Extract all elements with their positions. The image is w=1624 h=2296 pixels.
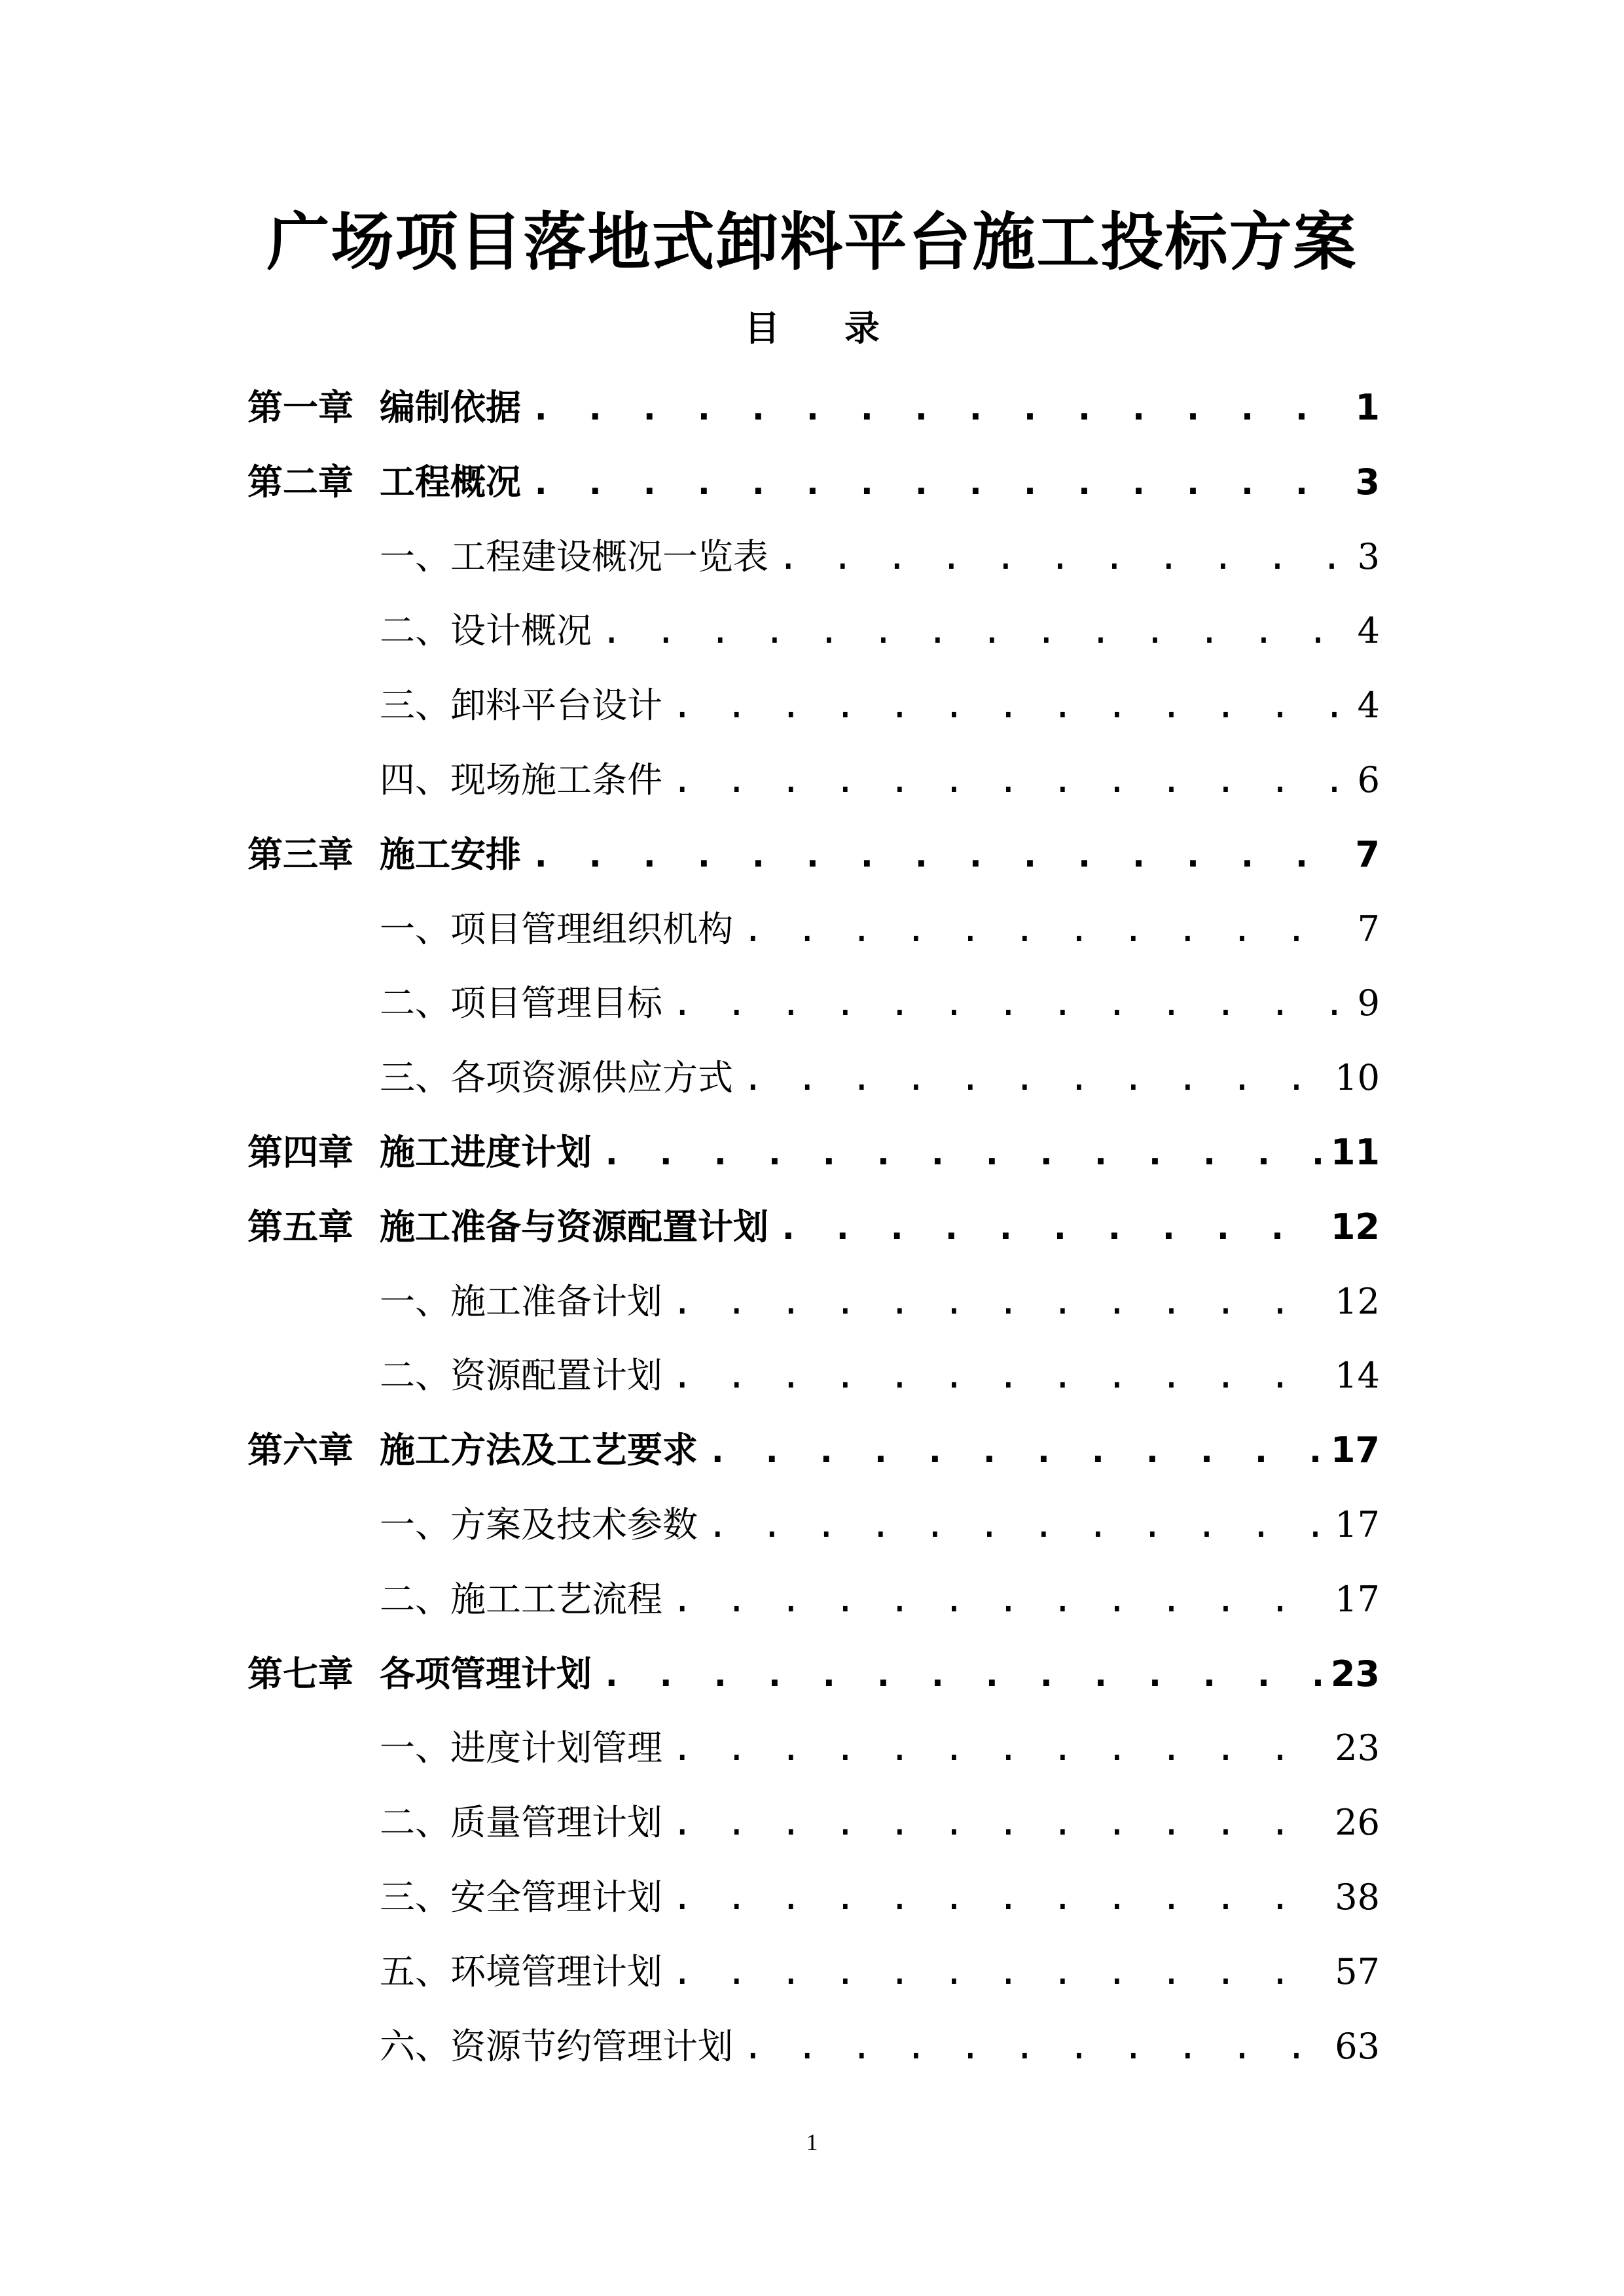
toc-entry-title: 二、项目管理目标 [380,982,662,1024]
toc-dot-leader [672,743,1348,817]
toc-page-number: 3 [1357,535,1380,577]
toc-section-entry[interactable] [247,594,1380,668]
toc-page-number: 9 [1357,982,1380,1024]
toc-chapter-entry[interactable] [247,1637,1380,1712]
toc-page-number: 12 [1335,1280,1380,1322]
toc-entry-title: 三、安全管理计划 [380,1876,662,1918]
toc-dot-leader [601,1115,1322,1190]
toc-page-number: 38 [1335,1876,1380,1918]
toc-entry-title: 一、工程建设概况一览表 [380,535,768,577]
toc-page-number: 26 [1335,1802,1380,1844]
toc-section-entry[interactable] [247,1562,1380,1637]
toc-dot-leader [672,668,1348,743]
toc-entry-title: 工程概况 [380,461,521,503]
toc-dot-leader [672,1711,1326,1785]
toc-section-entry[interactable] [247,1265,1380,1339]
toc-entry-title: 四、现场施工条件 [380,759,662,800]
toc-entry-title: 各项管理计划 [380,1653,592,1695]
toc-page-number: 4 [1357,685,1380,726]
toc-entry-title: 二、设计概况 [380,610,592,652]
toc-page-number: 12 [1330,1206,1380,1247]
toc-page-number: 4 [1357,610,1380,652]
toc-dot-leader [530,370,1346,445]
toc-page-number: 23 [1335,1727,1380,1769]
toc-entry-title: 五、环境管理计划 [380,1950,662,1992]
toc-page-number: 7 [1355,833,1380,875]
toc-page-number: 7 [1357,908,1380,950]
toc-dot-leader [672,1562,1326,1637]
toc-dot-leader [778,1190,1322,1265]
toc-chapter-number: 第一章 [247,387,353,428]
toc-entry-title: 一、进度计划管理 [380,1727,662,1769]
toc-section-entry[interactable] [247,1935,1380,2009]
toc-chapter-number: 第三章 [247,833,353,875]
toc-heading: 目 录 [744,308,906,349]
toc-section-entry[interactable] [247,892,1380,967]
toc-page-number: 23 [1330,1653,1380,1695]
toc-entry-title: 施工准备与资源配置计划 [380,1206,768,1247]
toc-dot-leader [601,594,1348,668]
toc-entry-title: 三、各项资源供应方式 [380,1057,733,1099]
toc-chapter-entry[interactable] [247,1190,1380,1265]
toc-page-number: 10 [1335,1057,1380,1099]
toc-dot-leader [672,1338,1326,1413]
toc-dot-leader [530,817,1346,892]
toc-entry-title: 施工方法及工艺要求 [380,1429,698,1471]
toc-section-entry[interactable] [247,1711,1380,1785]
table-of-contents [247,370,1380,2083]
toc-section-entry[interactable] [247,1338,1380,1413]
toc-entry-title: 六、资源节约管理计划 [380,2025,733,2067]
toc-page-number: 6 [1357,759,1380,800]
toc-chapter-number: 第四章 [247,1131,353,1173]
toc-page-number: 17 [1335,1578,1380,1620]
toc-dot-leader [672,1785,1326,1860]
toc-section-entry[interactable] [247,2009,1380,2084]
toc-page-number: 1 [1355,387,1380,428]
toc-chapter-number: 第五章 [247,1206,353,1247]
toc-chapter-entry[interactable] [247,445,1380,520]
toc-entry-title: 二、质量管理计划 [380,1802,662,1844]
toc-page-number: 14 [1335,1355,1380,1397]
toc-entry-title: 施工进度计划 [380,1131,592,1173]
toc-entry-title: 编制依据 [380,387,521,428]
toc-page-number: 57 [1335,1950,1380,1992]
toc-page-number: 17 [1335,1503,1380,1545]
toc-page-number: 11 [1330,1131,1380,1173]
toc-entry-title: 施工安排 [380,833,521,875]
toc-chapter-number: 第二章 [247,461,353,503]
toc-dot-leader [672,966,1348,1041]
toc-chapter-entry[interactable] [247,1413,1380,1488]
toc-section-entry[interactable] [247,966,1380,1041]
toc-chapter-entry[interactable] [247,817,1380,892]
toc-dot-leader [707,1413,1322,1488]
toc-section-entry[interactable] [247,1041,1380,1115]
toc-page-number: 17 [1330,1429,1380,1471]
toc-dot-leader [742,1041,1326,1115]
toc-section-entry[interactable] [247,520,1380,594]
toc-entry-title: 三、卸料平台设计 [380,685,662,726]
toc-dot-leader [778,520,1348,594]
toc-entry-title: 一、施工准备计划 [380,1280,662,1322]
toc-dot-leader [707,1488,1326,1562]
toc-chapter-number: 第六章 [247,1429,353,1471]
toc-chapter-entry[interactable] [247,1115,1380,1190]
toc-section-entry[interactable] [247,743,1380,817]
document-title: 广场项目落地式卸料平台施工投标方案 [266,206,1358,279]
toc-dot-leader [530,445,1346,520]
toc-entry-title: 二、资源配置计划 [380,1355,662,1397]
toc-section-entry[interactable] [247,1860,1380,1935]
toc-dot-leader [742,892,1348,967]
toc-section-entry[interactable] [247,1785,1380,1860]
footer-page-number: 1 [806,2129,818,2155]
toc-chapter-number: 第七章 [247,1653,353,1695]
toc-section-entry[interactable] [247,1488,1380,1562]
toc-page-number: 63 [1335,2025,1380,2067]
toc-dot-leader [742,2009,1326,2084]
toc-dot-leader [672,1935,1326,2009]
toc-entry-title: 二、施工工艺流程 [380,1578,662,1620]
toc-entry-title: 一、方案及技术参数 [380,1503,698,1545]
toc-page-number: 3 [1355,461,1380,503]
toc-section-entry[interactable] [247,668,1380,743]
toc-chapter-entry[interactable] [247,370,1380,445]
toc-dot-leader [601,1637,1322,1712]
toc-dot-leader [672,1860,1326,1935]
toc-dot-leader [672,1265,1326,1339]
toc-entry-title: 一、项目管理组织机构 [380,908,733,950]
